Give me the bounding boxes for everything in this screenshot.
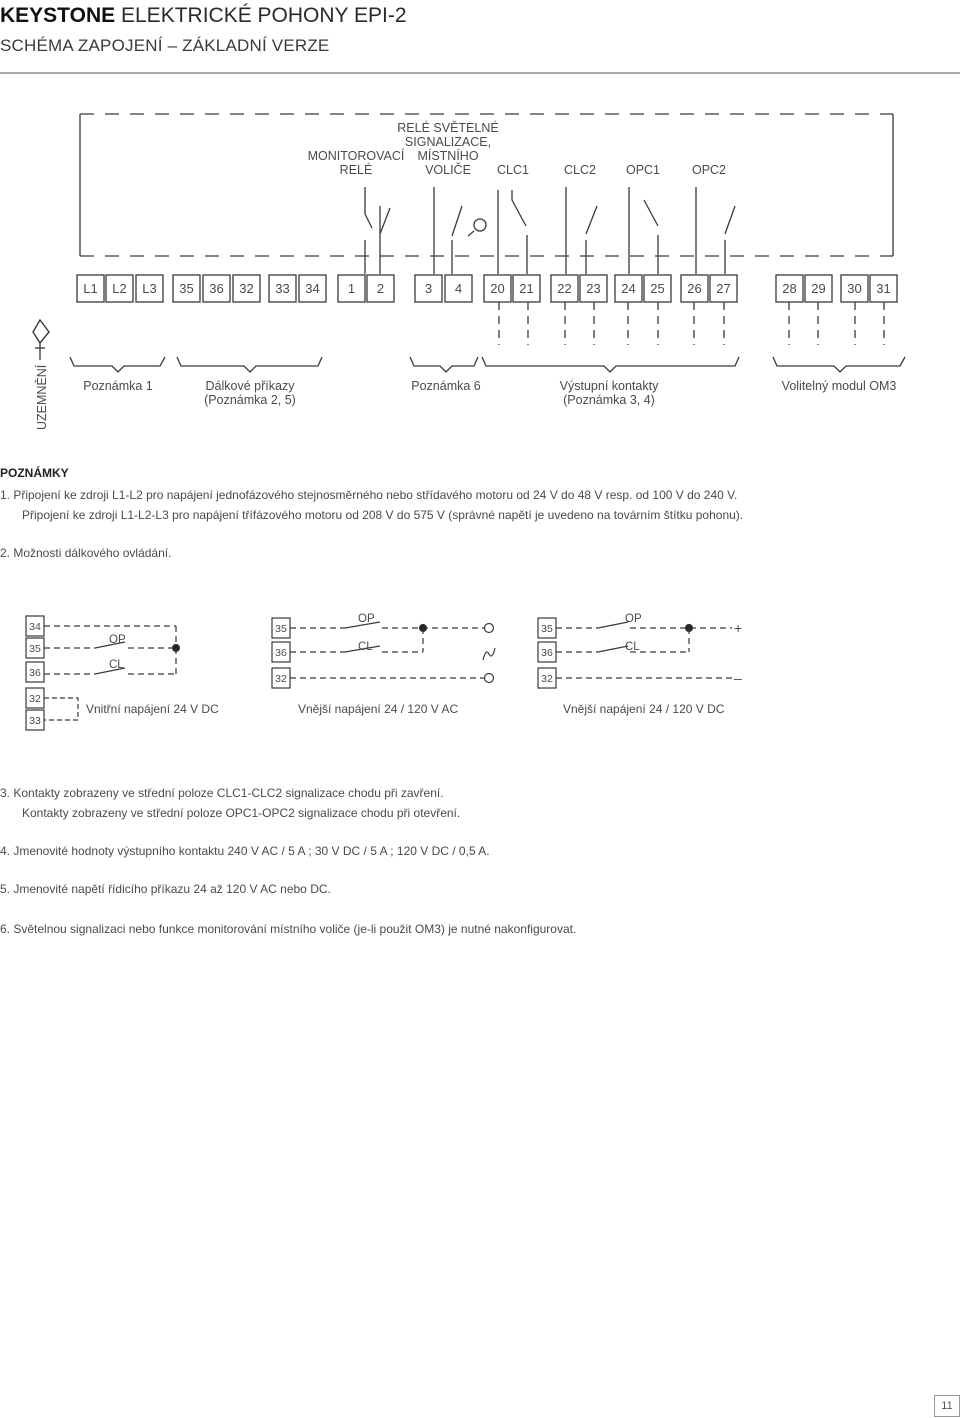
notes-title: POZNÁMKY [0,466,69,480]
label-signal-1: RELÉ SVĚTELNÉ [397,121,499,135]
label-signal-3: MÍSTNÍHO [417,149,479,163]
terminal-label: 23 [586,281,601,296]
terminal-label: 36 [209,281,224,296]
minus-sign: – [734,670,742,686]
terminal-label: 24 [621,281,636,296]
terminal-label: 21 [519,281,534,296]
label-opc2: OPC2 [691,163,727,177]
note-5: 5. Jmenovité napětí řídicího příkazu 24 až 120 V AC nebo DC. [0,882,331,896]
ground-label: UZEMNĚNÍ [35,364,49,430]
caption-ac: Vnější napájení 24 / 120 V AC [298,702,459,716]
terminal-32: 32 [541,673,553,685]
terminal-label: 33 [275,281,290,296]
label-monitor-2: RELÉ [339,163,373,177]
document-subtitle: SCHÉMA ZAPOJENÍ – ZÁKLADNÍ VERZE [0,36,330,55]
page-number: 11 [934,1395,960,1417]
terminal-33: 33 [29,715,41,727]
remote-diagram-internal [26,616,219,730]
terminal-label: L3 [142,281,157,296]
terminal-label: 22 [557,281,572,296]
group-label-note1: Poznámka 1 [83,379,153,393]
group-label-om3: Volitelný modul OM3 [781,379,897,393]
label-opc1: OPC1 [625,163,661,177]
note-1a: 1. Připojení ke zdroji L1-L2 pro napájení jednofázového stejnosměrného nebo střídavého motoru od 24 V do 48 V resp. od 100 V do 240 V. [0,488,738,502]
terminal-36: 36 [275,647,287,659]
terminal-label: 30 [847,281,862,296]
title-text: ELEKTRICKÉ POHONY EPI-2 [121,4,407,27]
label-op: OP [625,613,642,625]
terminal-label: 4 [454,281,463,296]
label-signal-4: VOLIČE [425,163,471,177]
label-cl: CL [109,659,124,671]
label-clc1: CLC1 [497,163,529,177]
terminal-32: 32 [275,673,287,685]
label-clc2: CLC2 [564,163,596,177]
terminal-label: 34 [305,281,320,296]
note-3b: Kontakty zobrazeny ve střední poloze OPC1-OPC2 signalizace chodu při otevření. [22,806,461,820]
remote-diagram-ac [272,613,495,716]
group-label-remote-1: Dálkové příkazy [205,379,295,393]
terminal-35: 35 [541,623,553,635]
caption-dc: Vnější napájení 24 / 120 V DC [563,702,725,716]
terminal-label: L1 [83,281,98,296]
label-monitor-1: MONITOROVACÍ [307,149,405,163]
note-4: 4. Jmenovité hodnoty výstupního kontaktu 240 V AC / 5 A ; 30 V DC / 5 A ; 120 V DC / 0,5 A. [0,844,490,858]
label-op: OP [358,613,375,625]
group-label-remote-2: (Poznámka 2, 5) [204,393,296,407]
terminal-label: 29 [811,281,826,296]
terminal-label: 1 [347,281,356,296]
terminal-label: 28 [782,281,797,296]
terminal-label: 25 [650,281,665,296]
terminal-label: 3 [424,281,433,296]
label-cl: CL [625,641,640,653]
terminal-label: 26 [687,281,702,296]
terminal-label: 31 [876,281,891,296]
terminal-35: 35 [29,643,41,655]
terminal-32: 32 [29,693,41,705]
brand-name: KEYSTONE [0,4,116,27]
terminal-label: 2 [376,281,385,296]
terminal-label: L2 [112,281,127,296]
caption-internal: Vnitřní napájení 24 V DC [86,702,219,716]
group-label-note6: Poznámka 6 [411,379,481,393]
note-3a: 3. Kontakty zobrazeny ve střední poloze CLC1-CLC2 signalizace chodu při zavření. [0,786,444,800]
group-label-outputs-1: Výstupní kontakty [559,379,659,393]
plus-sign: + [734,620,743,636]
terminal-label: 20 [490,281,505,296]
note-6: 6. Světelnou signalizaci nebo funkce monitorování místního voliče (je-li použit OM3) je nutné nakonfigurovat. [0,922,577,936]
terminal-label: 32 [239,281,254,296]
terminal-36: 36 [541,647,553,659]
label-cl: CL [358,641,373,653]
terminal-label: 35 [179,281,194,296]
terminal-35: 35 [275,623,287,635]
label-op: OP [109,634,126,646]
note-2: 2. Možnosti dálkového ovládání. [0,546,172,560]
terminal-34: 34 [29,621,41,633]
remote-diagram-dc [538,613,742,716]
group-label-outputs-2: (Poznámka 3, 4) [563,393,655,407]
note-1b: Připojení ke zdroji L1-L2-L3 pro napájení třífázového motoru od 208 V do 575 V (správné napětí je uvedeno na továrním štítku pohonu). [22,508,744,522]
label-signal-2: SIGNALIZACE, [404,135,492,149]
terminal-36: 36 [29,667,41,679]
terminal-label: 27 [716,281,731,296]
